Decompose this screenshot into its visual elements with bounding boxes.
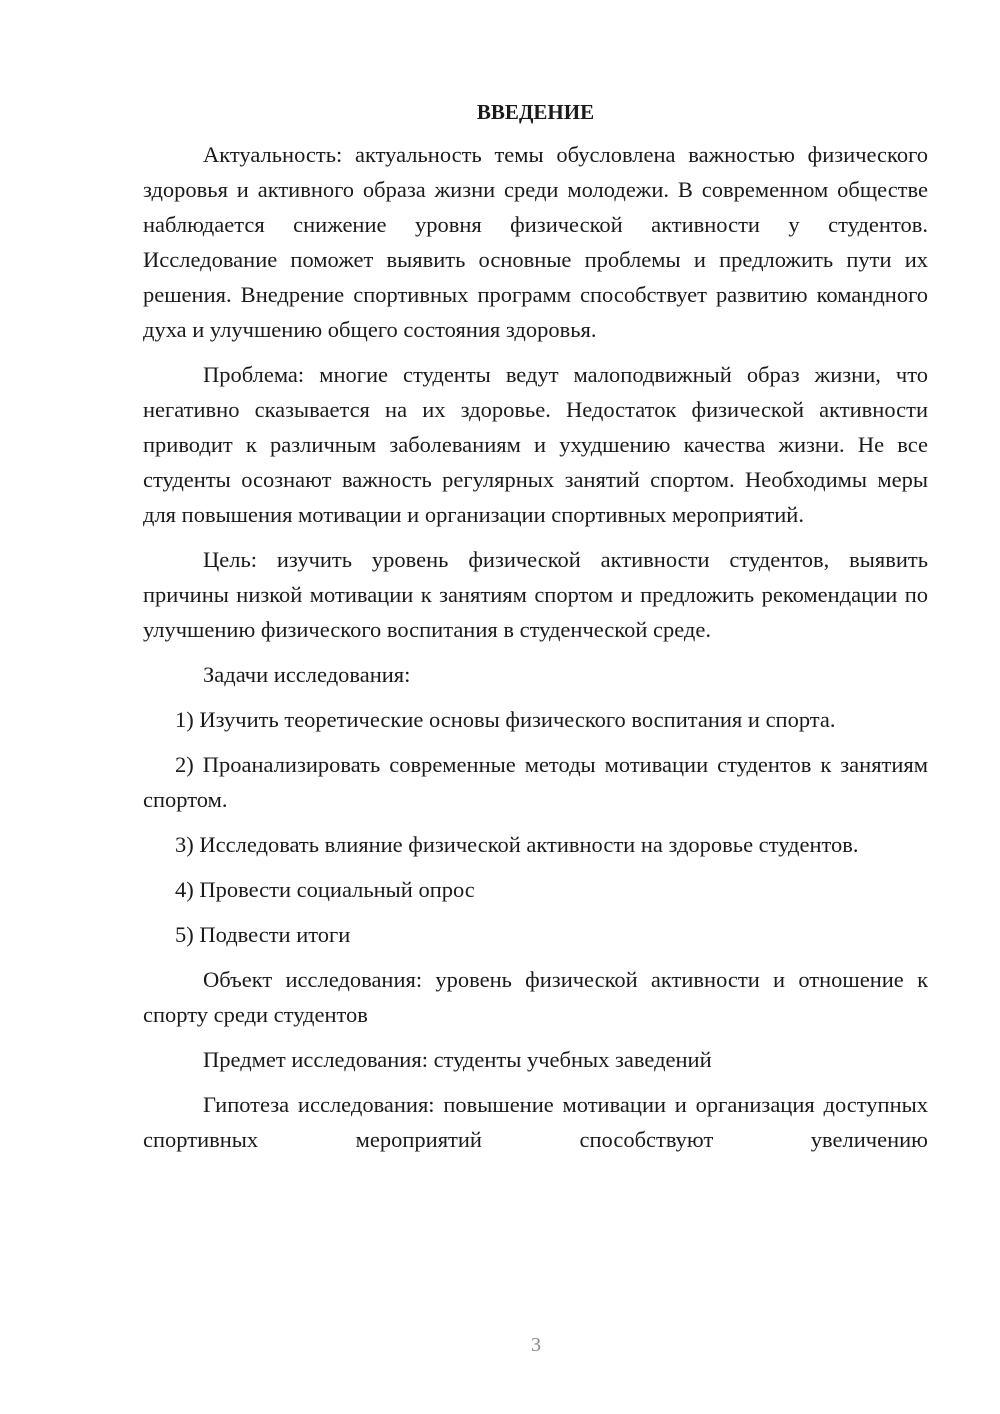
object-paragraph: Объект исследования: уровень физической активности и отношение к спорту среди студентов — [143, 967, 928, 1027]
task-item: 1) Изучить теоретические основы физического воспитания и спорта. — [175, 707, 836, 732]
task-item: 4) Провести социальный опрос — [175, 877, 475, 902]
page-number: 3 — [531, 1334, 541, 1356]
task-item: 5) Подвести итоги — [175, 922, 351, 947]
tasks-heading: Задачи исследования: — [203, 662, 411, 687]
goal-paragraph: Цель: изучить уровень физической активности студентов, выявить причины низкой мотивации к занятиям спортом и предложить рекомендации по улучшению физического воспитания в студенческой среде. — [143, 547, 928, 642]
task-item: 2) Проанализировать современные методы мотивации студентов к занятиям спортом. — [143, 752, 928, 812]
page-title: ВВЕДЕНИЕ — [476, 100, 595, 124]
problem-paragraph: Проблема: многие студенты ведут малоподвижный образ жизни, что негативно сказывается на их здоровье. Недостаток физической активности приводит к различным заболеваниям и ухудшению качества жизни. Не все студенты осознают важность регулярных занятий спортом. Необходимы меры для повышения мотивации и организации спортивных мероприятий. — [143, 362, 928, 527]
hypothesis-paragraph: Гипотеза исследования: повышение мотивации и организация доступных спортивных мероприятий способствуют увеличению — [143, 1092, 928, 1152]
relevance-paragraph: Актуальность: актуальность темы обусловлена важностью физического здоровья и активного образа жизни среди молодежи. В современном обществе наблюдается снижение уровня физической активности у студентов. Исследование поможет выявить основные проблемы и предложить пути их решения. Внедрение спортивных программ способствует развитию командного духа и улучшению общего состояния здоровья. — [143, 142, 928, 342]
subject-paragraph: Предмет исследования: студенты учебных заведений — [203, 1047, 712, 1072]
task-item: 3) Исследовать влияние физической активности на здоровье студентов. — [175, 832, 859, 857]
page-content — [143, 97, 928, 1167]
